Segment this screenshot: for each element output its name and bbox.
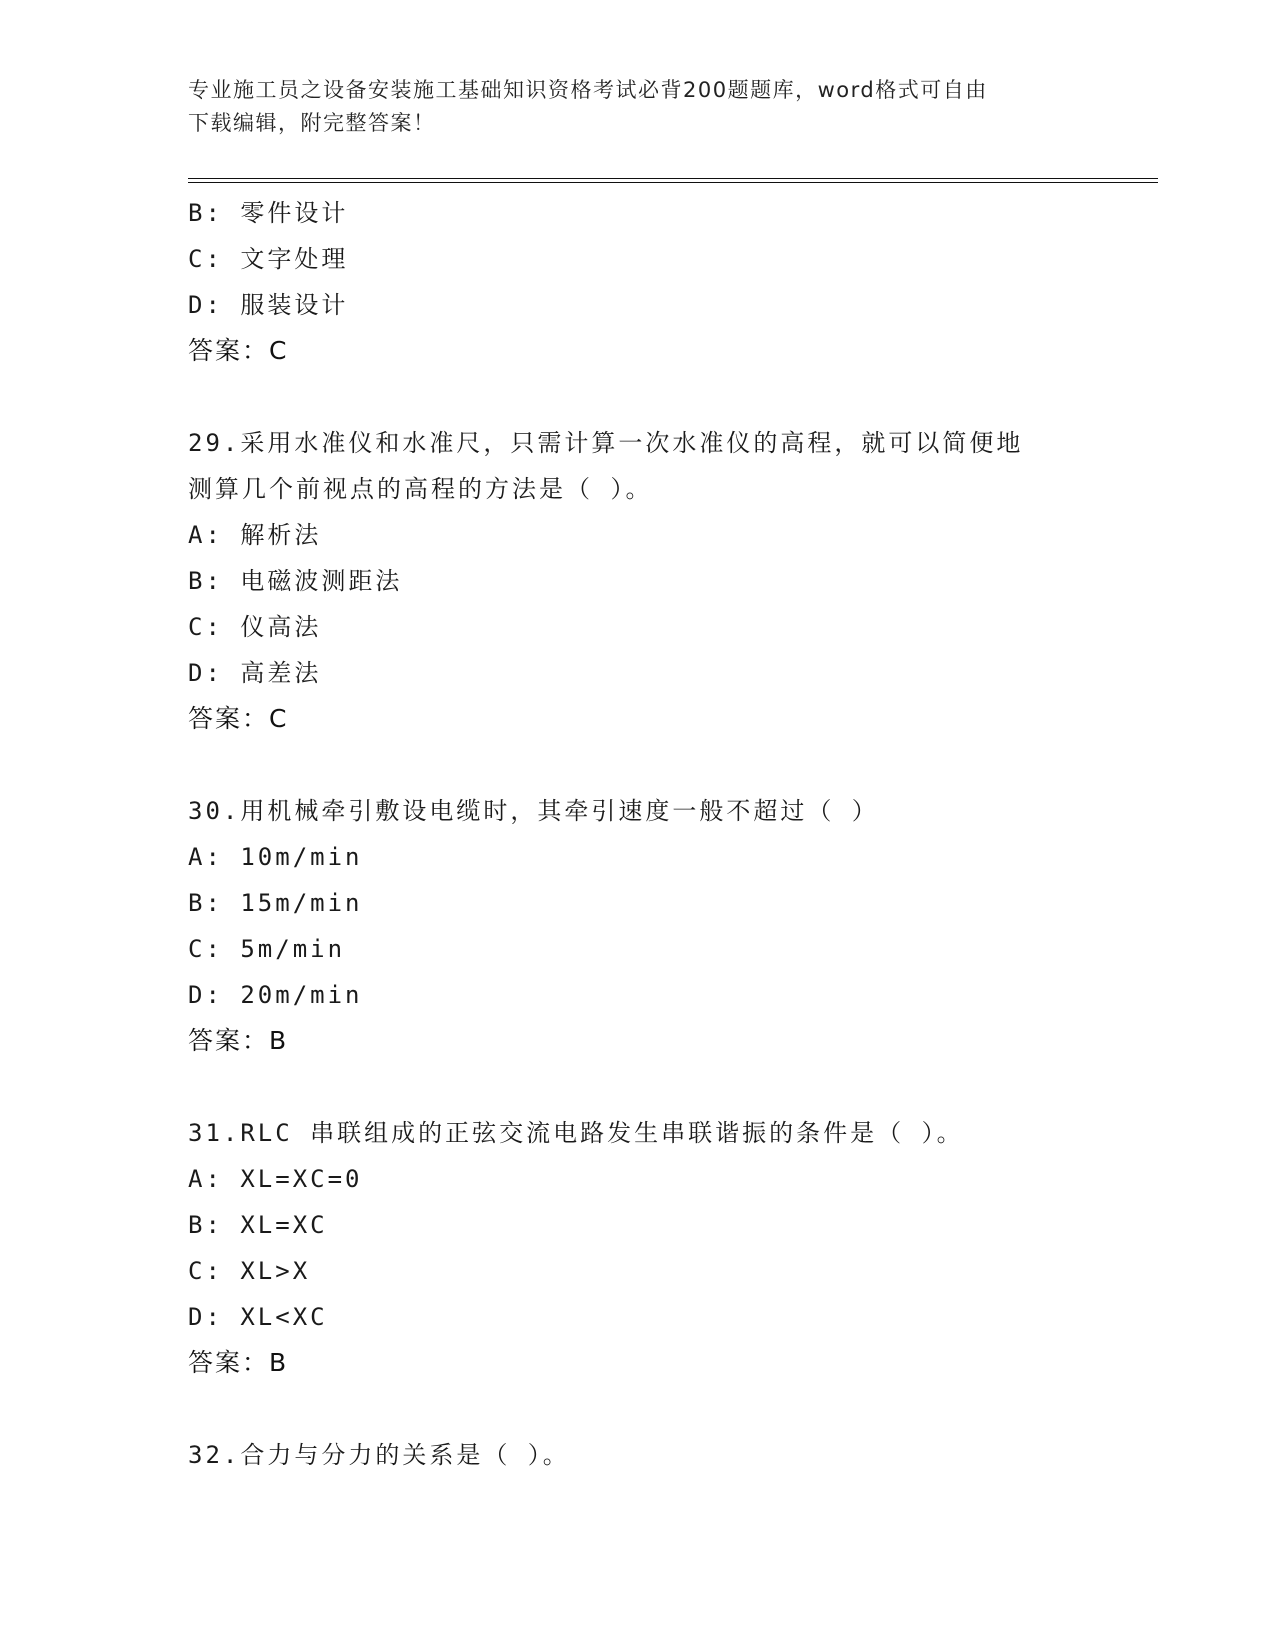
spacer [188,742,1148,788]
question-32 [188,1432,1148,1478]
option-c: C: 5m/min [188,935,346,963]
question-stem: 32.合力与分力的关系是（ ）。 [188,1441,570,1469]
option-c: C: 仪高法 [188,613,322,641]
option-b: B: 15m/min [188,889,363,917]
answer-line: 答案：B [188,1348,289,1377]
question-stem: 31.RLC 串联组成的正弦交流电路发生串联谐振的条件是（ ）。 [188,1119,964,1147]
option-d: D: 高差法 [188,659,322,687]
document-header [188,74,1088,140]
question-stem-line-1: 29.采用水准仪和水准尺，只需计算一次水准仪的高程，就可以简便地 [188,429,1024,457]
option-b: B: 电磁波测距法 [188,567,403,595]
question-29 [188,420,1148,742]
header-title-line-1: 专业施工员之设备安装施工基础知识资格考试必背200题题库，word格式可自由 [188,78,988,102]
option-c: C: 文字处理 [188,245,349,273]
document-body [188,190,1148,1478]
option-a: A: 10m/min [188,843,363,871]
header-title-line-2: 下载编辑，附完整答案！ [188,111,436,135]
answer-line: 答案：B [188,1026,289,1055]
question-stem: 30.用机械牵引敷设电缆时，其牵引速度一般不超过（ ） [188,797,879,825]
question-31 [188,1110,1148,1386]
option-d: D: 20m/min [188,981,363,1009]
spacer [188,374,1148,420]
option-d: D: XL<XC [188,1303,328,1331]
option-c: C: XL>X [188,1257,311,1285]
question-stem-line-2: 测算几个前视点的高程的方法是（ ）。 [188,475,653,503]
option-a: A: XL=XC=0 [188,1165,363,1193]
header-double-rule [188,178,1158,183]
option-d: D: 服装设计 [188,291,349,319]
answer-line: 答案：C [188,704,289,733]
answer-line: 答案：C [188,336,289,365]
question-30 [188,788,1148,1064]
option-b: B: 零件设计 [188,199,349,227]
spacer [188,1386,1148,1432]
option-a: A: 解析法 [188,521,322,549]
question-28-tail [188,190,1148,374]
spacer [188,1064,1148,1110]
option-b: B: XL=XC [188,1211,328,1239]
